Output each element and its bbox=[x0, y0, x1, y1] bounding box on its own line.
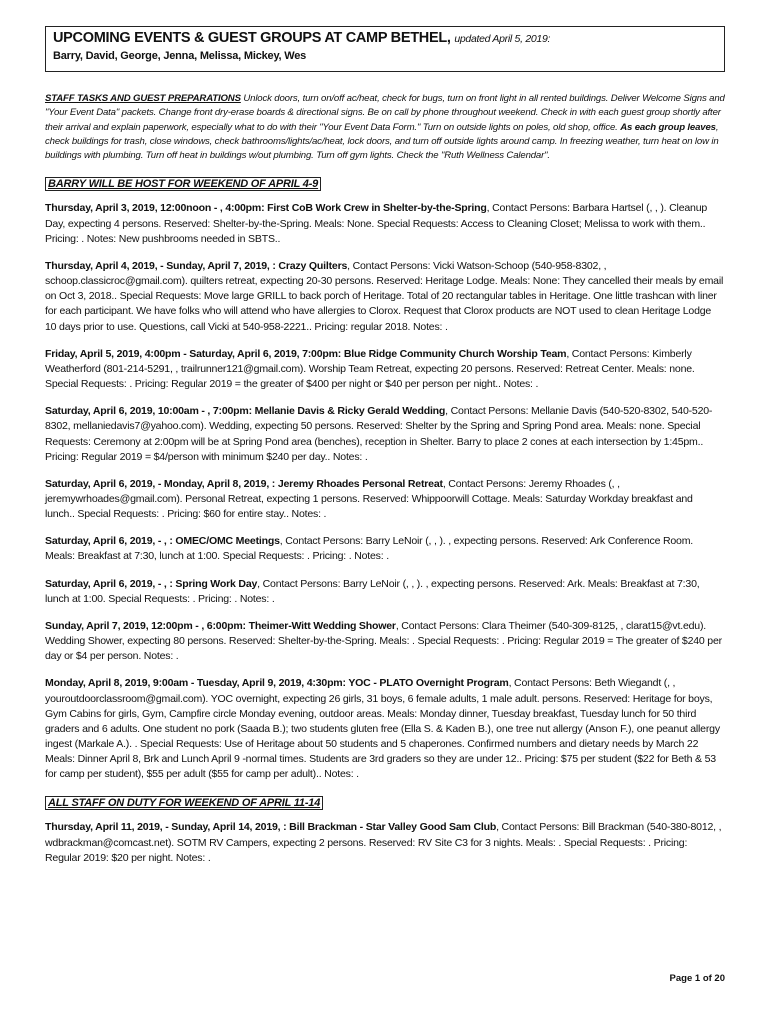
section-barry-host bbox=[45, 163, 725, 782]
event-title: Thursday, April 11, 2019, - Sunday, April 14, 2019, : Bill Brackman - Star Valley Good Sam Club bbox=[45, 821, 497, 834]
staff-tasks-text-a: Unlock doors, turn on/off ac/heat, check for bugs, turn on front light in all rented buildings. Deliver Welcome Signs and "Your Event Data" packets. Change front dry-erase boards & directional signs. Be on call by phone throughout weekend. Check in with each guest group shortly after their arrival and explain paperwork, especially what to do with their "Your Event Data Form." Turn on outside lights on poles, old shop, office. bbox=[45, 93, 725, 133]
event-title: Friday, April 5, 2019, 4:00pm - Saturday, April 6, 2019, 7:00pm: Blue Ridge Community Church Worship Team bbox=[45, 347, 567, 360]
section-heading: BARRY WILL BE HOST FOR WEEKEND OF APRIL 4-9 bbox=[45, 177, 321, 191]
staff-tasks-text-b: , check buildings for trash, close windows, check bathrooms/lights/ac/heat, lock doors, and turn off outside lights around camp. In freezing weather, turn heat on low in buildings with plumbing. Turn off heat in buildings w/out plumbing. Turn off gym lights. Check the "Ruth Wellness Calendar". bbox=[45, 121, 719, 162]
header-box bbox=[45, 26, 725, 72]
updated-date: updated April 5, 2019: bbox=[454, 33, 551, 45]
staff-tasks-paragraph bbox=[45, 92, 725, 163]
event-details: , Contact Persons: Clara Theimer (540-309-8125, , clarat15@vt.edu). Wedding Shower, expecting 80 persons. Reserved: Shelter-by-the-Spring. Meals: . Special Requests: . Pricing: Regular 2019 = The greater of $240 per day or $4 per person. Notes: . bbox=[45, 619, 722, 663]
staff-tasks-bold: As each group leaves bbox=[620, 121, 716, 133]
section-all-staff bbox=[45, 782, 725, 865]
event-item bbox=[45, 477, 725, 522]
title-text: UPCOMING EVENTS & GUEST GROUPS AT CAMP BETHEL, bbox=[53, 30, 451, 46]
event-item bbox=[45, 201, 725, 246]
event-title: Thursday, April 4, 2019, - Sunday, April 7, 2019, : Crazy Quilters bbox=[45, 259, 348, 272]
event-details: , Contact Persons: Beth Wiegandt (, , youroutdoorclassroom@gmail.com). YOC overnight, expecting 26 girls, 31 boys, 6 female adults, 1 male adult. persons. Reserved: Heritage for boys, Gym Cabins for girls, Gym, Campfire circle Monday evening, outdoor areas. Meals: Monday dinner, Tuesday breakfast, Tuesday lunch for 50 third graders and 6 adults. One student no pork (Saada B.); two students gluten free (Ella S. & Kaden B.), one tree nut allergy (Anson F.), one peanut allergy ingest (Markale A.). . Special Requests: Use of Heritage about 50 students and 5 chaperones. Confirmed numbers and dietary needs by March 22 Meals: Dinner April 8, Brk and Lunch April 9 -normal times. Students are 3rd graders so they are under 12.. Pricing: $75 per student ($22 for Beth & 53 for camp per student), $55 per adult ($55 for camp per adult).. Notes: . bbox=[45, 677, 720, 781]
event-details: , Contact Persons: Barbara Hartsel (, , ). Cleanup Day, expecting 4 persons. Reserved: Shelter-by-the-Spring. Meals: None. Special Requests: Access to Cleaning Closet; Melissa to work with them.. Pricing: . Notes: New pushbrooms needed in SBTS.. bbox=[45, 202, 708, 245]
page-number: Page 1 of 20 bbox=[669, 973, 725, 984]
event-title: Saturday, April 6, 2019, - , : OMEC/OMC Meetings bbox=[45, 535, 280, 548]
event-title: Monday, April 8, 2019, 9:00am - Tuesday, April 9, 2019, 4:30pm: YOC - PLATO Overnight Program bbox=[45, 677, 509, 690]
event-details: , Contact Persons: Barry LeNoir (, , ). , expecting persons. Reserved: Ark. Meals: Breakfast at 7:30, lunch at 1:00. Special Requests: . Pricing: . Notes: . bbox=[45, 577, 700, 605]
event-title: Saturday, April 6, 2019, 10:00am - , 7:00pm: Mellanie Davis & Ricky Gerald Wedding bbox=[45, 405, 446, 418]
event-item bbox=[45, 619, 725, 664]
event-title: Sunday, April 7, 2019, 12:00pm - , 6:00pm: Theimer-Witt Wedding Shower bbox=[45, 619, 396, 632]
event-details: , Contact Persons: Bill Brackman (540-380-8012, , wdbrackman@comcast.net). SOTM RV Campers, expecting 2 persons. Reserved: RV Site C3 for 3 nights. Meals: . Special Requests: . Pricing: Regular 2019: $20 per night. Notes: . bbox=[45, 821, 722, 864]
staff-list: Barry, David, George, Jenna, Melissa, Mickey, Wes bbox=[53, 50, 307, 62]
event-item bbox=[45, 259, 725, 335]
event-item bbox=[45, 577, 725, 607]
event-details: , Contact Persons: Vicki Watson-Schoop (540-958-8302, , schoop.classicroc@gmail.com). quilters retreat, expecting 20-30 persons. Reserved: Heritage Lodge. Meals: None: They cancelled their meals by email on Oct 3, 2018.. Special Requests: Move large GRILL to back porch of Heritage. Total of 20 rectangular tables in Heritage. One little trashcan with liner for each participant. We have folks who will attend who have allergies to Clorox. Request that Clorox products are NOT used to clean Heritage Lodge 10 days prior to use. Questions, call Vicki at 540-958-2221.. Pricing: regular 2018. Notes: . bbox=[45, 259, 724, 333]
staff-tasks-heading: STAFF TASKS AND GUEST PREPARATIONS bbox=[45, 93, 241, 104]
event-title: Saturday, April 6, 2019, - , : Spring Work Day bbox=[45, 577, 258, 590]
event-details: , Contact Persons: Mellanie Davis (540-520-8302, 540-520-8302, mellaniedavis7@yahoo.com). Wedding, expecting 50 persons. Reserved: Shelter by the Spring and Spring Pond area. Meals: none. Special Requests: Ceremony at 2:00pm will be at Spring Pond area (benches), reception in Shelter. Barry to place 2 cones at each intersection by 1:45pm.. Pricing: Regular 2019 = $4/person with minimum $240 per day.. Notes: . bbox=[45, 405, 713, 463]
event-item bbox=[45, 534, 725, 564]
document-page bbox=[45, 26, 725, 866]
section-heading: ALL STAFF ON DUTY FOR WEEKEND OF APRIL 11-14 bbox=[45, 796, 323, 810]
event-item bbox=[45, 676, 725, 782]
event-item bbox=[45, 820, 725, 865]
event-title: Saturday, April 6, 2019, - Monday, April 8, 2019, : Jeremy Rhoades Personal Retreat bbox=[45, 477, 443, 490]
event-item bbox=[45, 347, 725, 392]
event-item bbox=[45, 404, 725, 465]
event-details: , Contact Persons: Barry LeNoir (, , ). , expecting persons. Reserved: Ark Conference Room. Meals: Breakfast at 7:30, lunch at 1:00. Special Requests: . Pricing: . Notes: . bbox=[45, 535, 694, 563]
event-details: , Contact Persons: Jeremy Rhoades (, , jeremywrhoades@gmail.com). Personal Retreat, expecting 1 persons. Reserved: Whippoorwill Cottage. Meals: Saturday Workday breakfast and lunch.. Special Requests: . Pricing: $60 for entire stay.. Notes: . bbox=[45, 477, 693, 521]
event-details: , Contact Persons: Kimberly Weatherford (801-214-5291, , trailrunner121@gmail.com). Worship Team Retreat, expecting 20 persons. Reserved: Retreat Center. Meals: none. Special Requests: . Pricing: Regular 2019 = the greater of $400 per night or $40 per person per night.. Notes: . bbox=[45, 347, 695, 391]
event-title: Thursday, April 3, 2019, 12:00noon - , 4:00pm: First CoB Work Crew in Shelter-by-the-Spring bbox=[45, 202, 487, 215]
document-title bbox=[53, 30, 717, 46]
